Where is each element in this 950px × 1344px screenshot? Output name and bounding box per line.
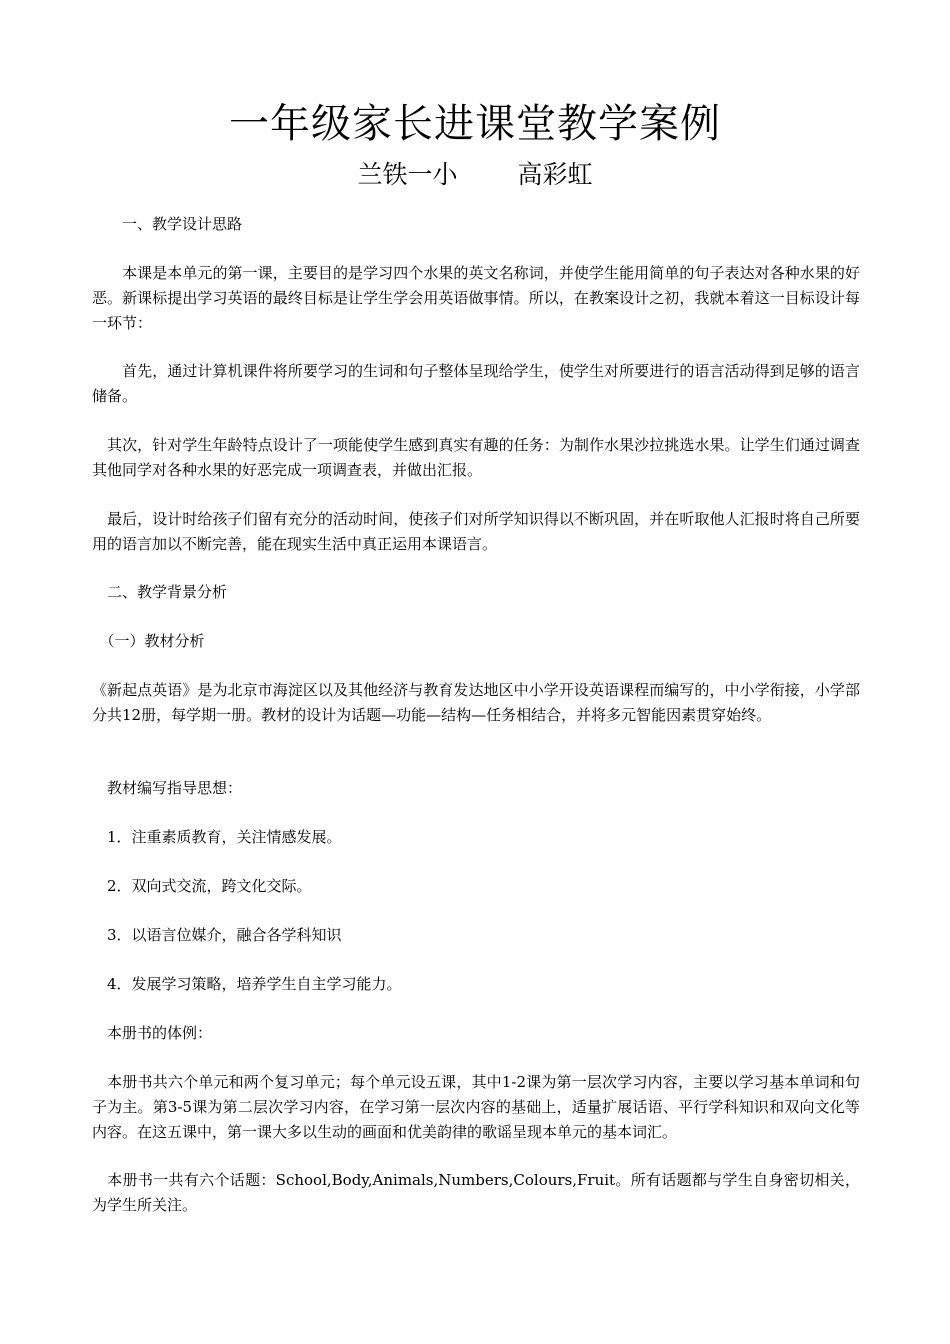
- author-school: 兰铁一小: [357, 160, 458, 189]
- paragraph-second: 其次，针对学生年龄特点设计了一项能使学生感到真实有趣的任务：为制作水果沙拉挑选水果。让学生们通过调查其他同学对各种水果的好恶完成一项调查表，并做出汇报。: [92, 436, 860, 479]
- paragraph-topics: 本册书一共有六个话题：School,Body,Animals,Numbers,Colours,Fruit。所有话题都与学生自身密切相关，为学生所关注。: [92, 1171, 860, 1214]
- paragraph-guiding-heading: 教材编写指导思想：: [92, 779, 243, 797]
- author-name: 高彩虹: [517, 160, 593, 189]
- list-item-4: 4．发展学习策略，培养学生自主学习能力。: [92, 975, 402, 993]
- document-title: 一年级家长进课堂教学案例: [229, 101, 721, 147]
- list-item-3: 3．以语言位媒介，融合各学科知识: [92, 926, 342, 944]
- paragraph-intro: 本课是本单元的第一课，主要目的是学习四个水果的英文名称词，并使学生能用简单的句子表达对各种水果的好恶。新课标提出学习英语的最终目标是让学生学会用英语做事情。所以，在教案设计之初，我就本着这一目标设计每一环节：: [92, 264, 860, 332]
- subsection-heading-textbook: （一）教材分析: [92, 632, 205, 650]
- paragraph-structure-heading: 本册书的体例：: [92, 1024, 213, 1042]
- paragraph-textbook: 《新起点英语》是为北京市海淀区以及其他经济与教育发达地区中小学开设英语课程而编写的，中小学衔接，小学部分共12册，每学期一册。教材的设计为话题—功能—结构—任务相结合，并将多元智能因素贯穿始终。: [92, 681, 860, 724]
- paragraph-first: 首先，通过计算机课件将所要学习的生词和句子整体呈现给学生，使学生对所要进行的语言活动得到足够的语言储备。: [92, 362, 860, 405]
- list-item-2: 2．双向式交流，跨文化交际。: [92, 877, 312, 895]
- list-item-1: 1．注重素质教育，关注情感发展。: [92, 828, 342, 846]
- author-line: [0, 158, 950, 192]
- section-heading-background: 二、教学背景分析: [92, 583, 228, 601]
- paragraph-structure: 本册书共六个单元和两个复习单元；每个单元设五课，其中1-2课为第一层次学习内容，主要以学习基本单词和句子为主。第3-5课为第二层次学习内容，在学习第一层次内容的基础上，适量扩展话语、平行学科知识和双向文化等内容。在这五课中，第一课大多以生动的画面和优美韵律的歌谣呈现本单元的基本词汇。: [92, 1073, 860, 1141]
- section-heading-design: 一、教学设计思路: [92, 215, 243, 233]
- paragraph-last: 最后，设计时给孩子们留有充分的活动时间，使孩子们对所学知识得以不断巩固，并在听取他人汇报时将自己所要用的语言加以不断完善，能在现实生活中真正运用本课语言。: [92, 510, 860, 553]
